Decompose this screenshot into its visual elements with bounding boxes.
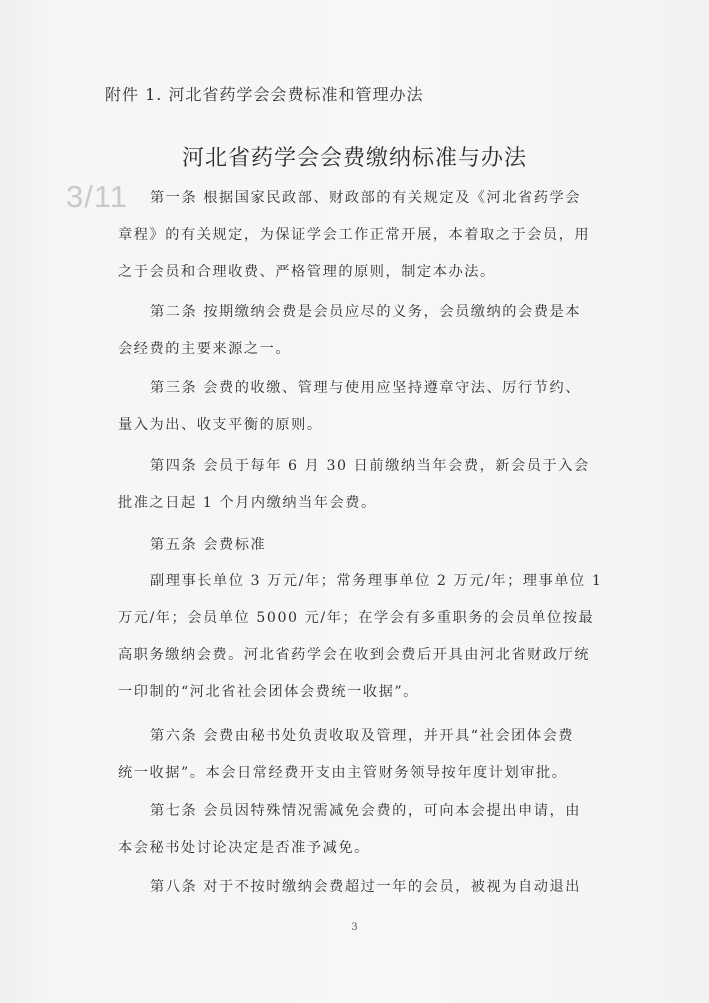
attachment-heading: 附件 1. 河北省药学会会费标准和管理办法: [105, 85, 424, 104]
article-8: [118, 869, 638, 906]
article-1: [118, 180, 638, 291]
article-3-line: 第三条 会费的收缴、管理与使用应坚持遵章守法、厉行节约、: [150, 380, 581, 396]
page-counter: 3/11: [66, 179, 129, 214]
article-1-line: 章程》的有关规定，为保证学会工作正常开展，本着取之于会员，用: [118, 227, 591, 243]
article-6: [118, 718, 638, 792]
article-4-line: 批准之日起 1 个月内缴纳当年会费。: [118, 495, 377, 511]
article-5-line: 第五条 会费标准: [150, 537, 267, 553]
article-5: [118, 527, 638, 564]
article-7: [118, 793, 638, 867]
article-2-line: 第二条 按期缴纳会费是会员应尽的义务，会员缴纳的会费是本: [150, 304, 581, 320]
article-7-line: 本会秘书处讨论决定是否准予减免。: [118, 840, 370, 856]
article-2-line: 会经费的主要来源之一。: [118, 341, 292, 357]
article-6-line: 第六条 会费由秘书处负责收取及管理，并开具“社会团体会费: [150, 728, 575, 744]
article-4: [118, 448, 638, 522]
page-number: 3: [351, 922, 358, 933]
article-1-line: 之于会员和合理收费、严格管理的原则，制定本办法。: [118, 264, 496, 280]
article-4-line: 第四条 会员于每年 6 月 30 日前缴纳当年会费，新会员于入会: [150, 458, 590, 474]
fee-standards-line: 高职务缴纳会费。河北省药学会在收到会费后开具由河北省财政厅统: [118, 647, 591, 663]
article-2: [118, 294, 638, 368]
fee-standards-line: 一印制的“河北省社会团体会费统一收据”。: [118, 684, 419, 700]
article-8-line: 第八条 对于不按时缴纳会费超过一年的会员，被视为自动退出: [150, 879, 581, 895]
fee-standards-line: 万元/年；会员单位 5000 元/年；在学会有多重职务的会员单位按最: [118, 610, 595, 626]
fee-standards: [118, 563, 638, 711]
article-3: [118, 370, 638, 444]
article-6-line: 统一收据”。本会日常经费开支由主管财务领导按年度计划审批。: [118, 765, 568, 781]
document-title: 河北省药学会会费缴纳标准与办法: [181, 146, 527, 171]
article-3-line: 量入为出、收支平衡的原则。: [118, 417, 323, 433]
fee-standards-line: 副理事长单位 3 万元/年；常务理事单位 2 万元/年；理事单位 1: [150, 573, 603, 589]
article-1-line: 第一条 根据国家民政部、财政部的有关规定及《河北省药学会: [150, 190, 581, 206]
article-7-line: 第七条 会员因特殊情况需减免会费的，可向本会提出申请，由: [150, 803, 581, 819]
